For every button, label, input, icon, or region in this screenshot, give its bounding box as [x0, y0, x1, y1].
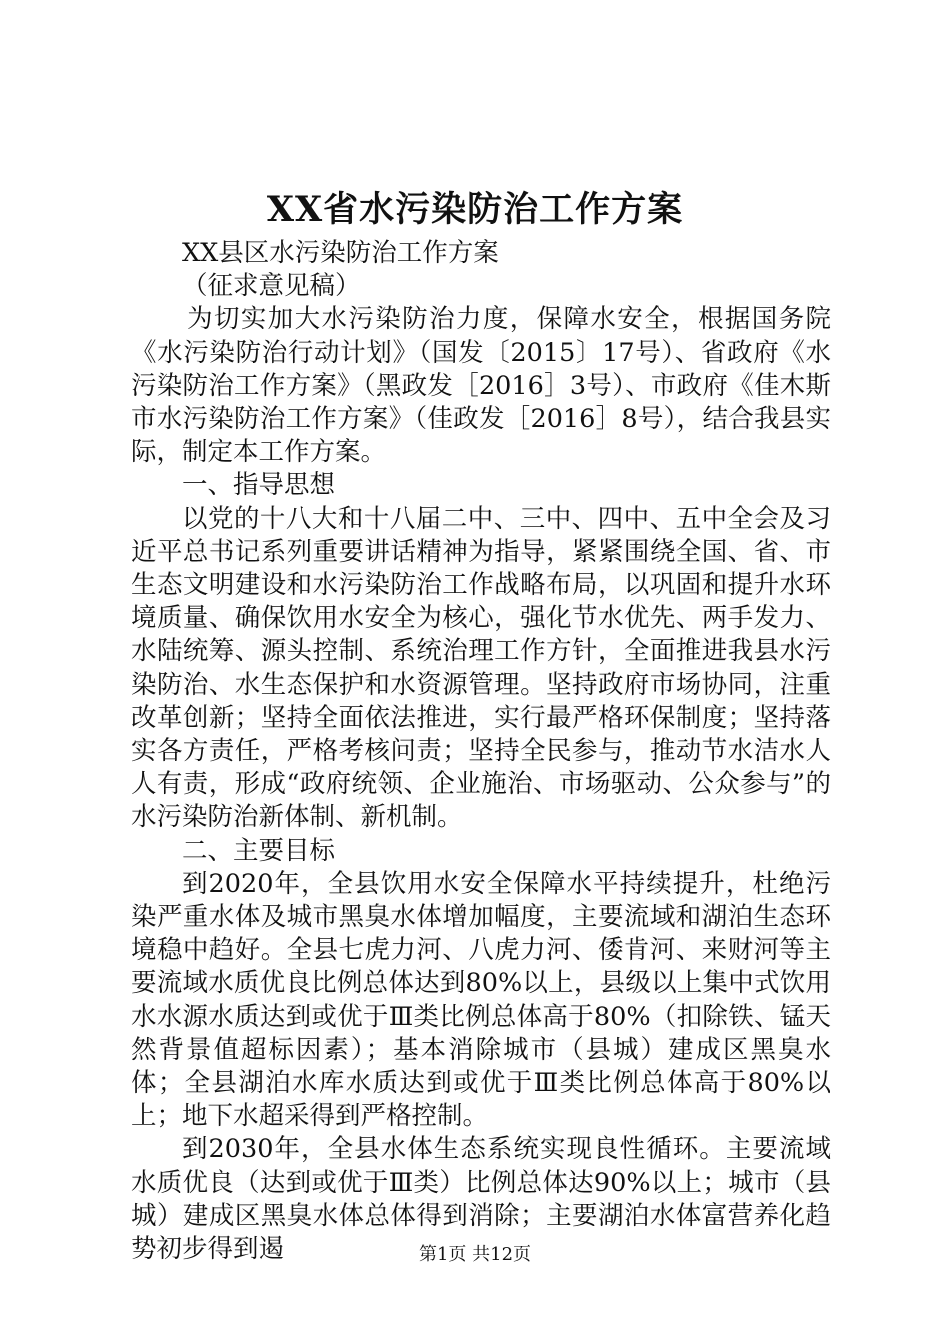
goal-2020-paragraph: 到2020年，全县饮用水安全保障水平持续提升，杜绝污染严重水体及城市黑臭水体增加幅度，主要流域和湖泊生态环境稳中趋好。全县七虎力河、八虎力河、倭肯河、来财河等主要流域水质优良比例总体达到80%以上，县级以上集中式饮用水水源水质达到或优于Ⅲ类比例总体高于80%（扣除铁、锰天然背景值超标因素）；基本消除城市（县城）建成区黑臭水体；全县湖泊水库水质达到或优于Ⅲ类比例总体高于80%以上；地下水超采得到严格控制。: [131, 868, 831, 1132]
subtitle: XX县区水污染防治工作方案: [182, 238, 499, 268]
goal-2030-paragraph: 到2030年，全县水体生态系统实现良性循环。主要流域水质优良（达到或优于Ⅲ类）比例总体达90%以上；城市（县城）建成区黑臭水体总体得到消除；主要湖泊水体富营养化趋势初步得到遏: [131, 1134, 831, 1265]
intro-paragraph: 为切实加大水污染防治力度，保障水安全，根据国务院《水污染防治行动计划》（国发〔2015〕17号）、省政府《水污染防治工作方案》（黑政发［2016］3号）、市政府《佳木斯市水污染防治工作方案》（佳政发［2016］8号），结合我县实际，制定本工作方案。: [131, 304, 831, 468]
section-heading-2: 二、主要目标: [182, 835, 336, 866]
page-footer: 第1页 共12页: [418, 1244, 532, 1265]
guiding-principle-paragraph: 以党的十八大和十八届二中、三中、四中、五中全会及习近平总书记系列重要讲话精神为指导，紧紧围绕全国、省、市生态文明建设和水污染防治工作战略布局，以巩固和提升水环境质量、确保饮用水安全为核心，强化节水优先、两手发力、水陆统筹、源头控制、系统治理工作方针，全面推进我县水污染防治、水生态保护和水资源管理。坚持政府市场协同，注重改革创新；坚持全面依法推进，实行最严格环保制度；坚持落实各方责任，严格考核问责；坚持全民参与，推动节水洁水人人有责，形成“政府统领、企业施治、市场驱动、公众参与”的水污染防治新体制、新机制。: [131, 503, 831, 833]
draft-note: （征求意见稿）: [182, 271, 361, 302]
document-body: [131, 237, 831, 1266]
section-heading-1: 一、指导思想: [182, 470, 336, 501]
document-title: XX省水污染防治工作方案: [266, 189, 684, 230]
